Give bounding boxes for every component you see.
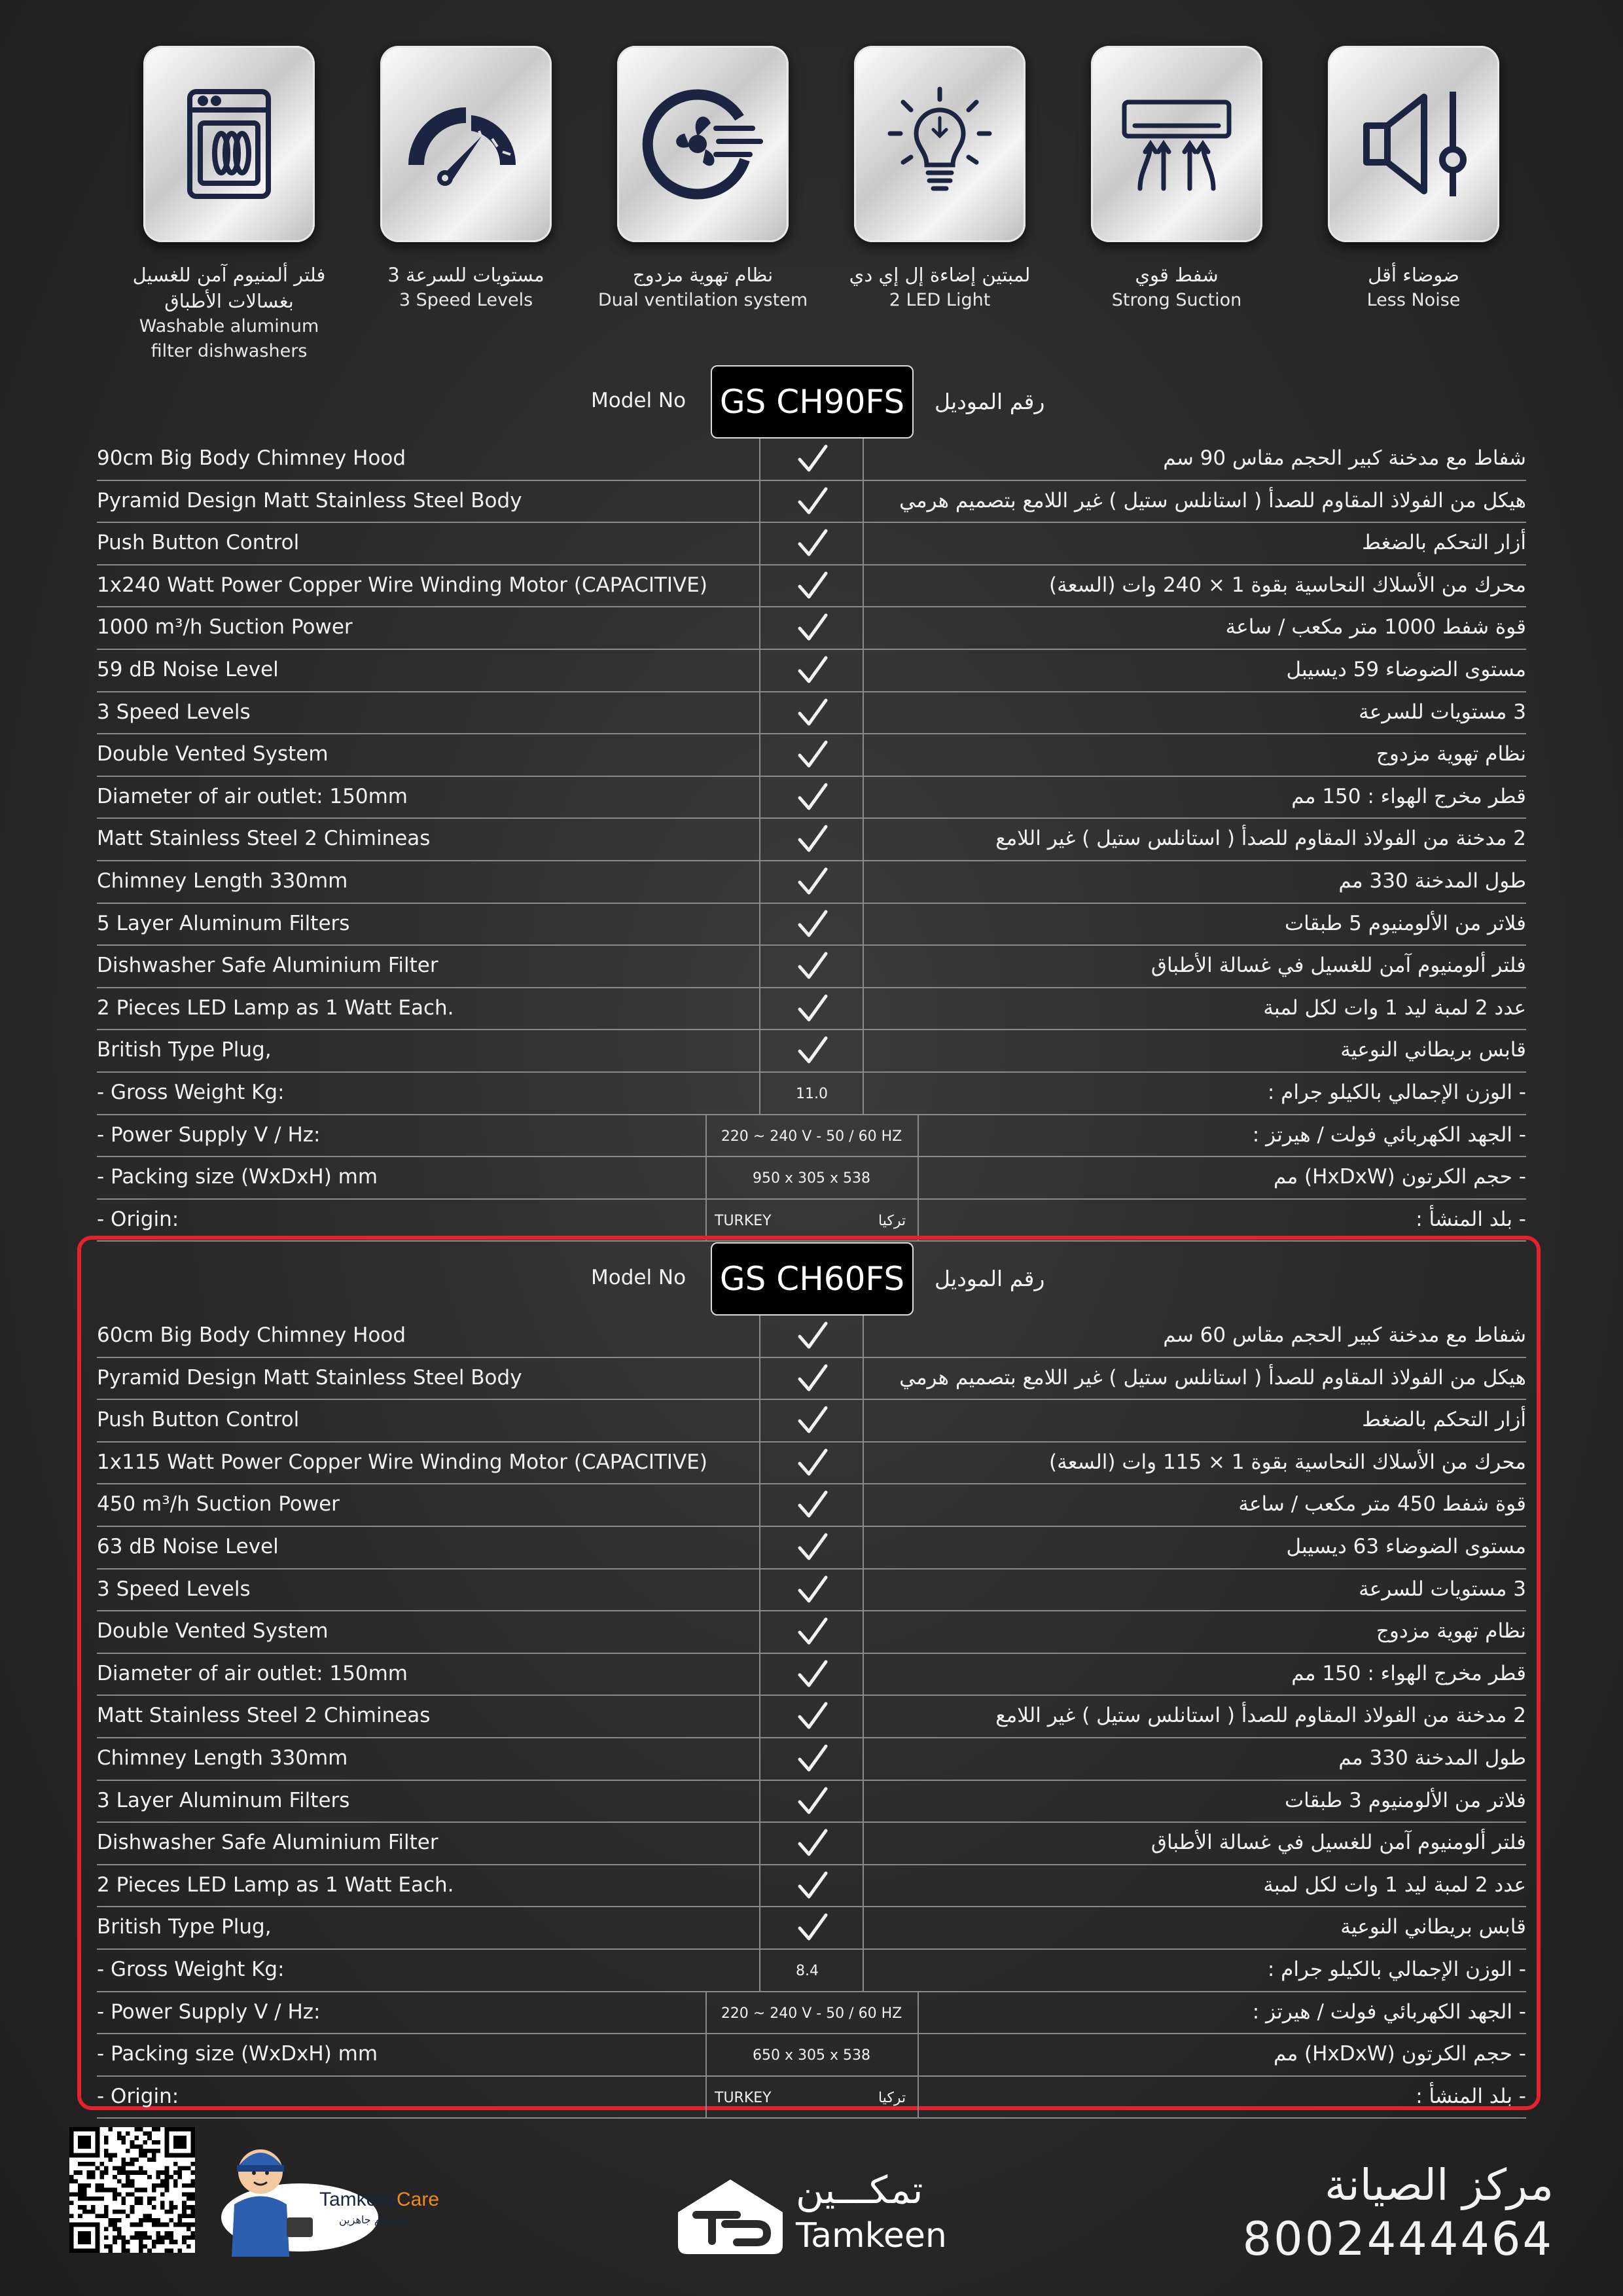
spec-label-en: Double Vented System <box>97 742 329 766</box>
spec-label-ar: محرك من الأسلاك النحاسية بقوة 1 × 240 وات (السعة) <box>1049 573 1526 597</box>
speaker-volume-icon <box>1348 79 1479 209</box>
spec-row <box>97 988 1526 1031</box>
spec-label-ar: - الجهد الكهربائي فولت / هيرتز : <box>1252 1122 1526 1147</box>
spec-row <box>97 523 1526 565</box>
feature-label-ar: لمبتين إضاءة إل إي دي <box>849 264 1031 286</box>
spec-label-en: 2 Pieces LED Lamp as 1 Watt Each. <box>97 996 454 1020</box>
feature-label-en: Strong Suction <box>1111 290 1242 310</box>
tamkeen-logo <box>665 2168 966 2265</box>
check-icon <box>796 611 830 644</box>
model-spec-table-gs-ch60fs <box>97 1242 1526 2119</box>
tamkeen-care-logo <box>208 2132 470 2257</box>
spec-label-ar: شفاط مع مدخنة كبير الحجم مقاس 60 سم <box>1163 1323 1526 1347</box>
power-supply-value: 220 ~ 240 V - 50 / 60 HZ <box>721 1128 902 1145</box>
spec-label-ar: طول المدخنة 330 مم <box>1338 1746 1526 1770</box>
spec-label-ar: نظام تهوية مزدوج <box>1376 742 1526 766</box>
spec-row <box>97 481 1526 524</box>
spec-rows <box>97 1316 1526 2119</box>
check-icon <box>796 1615 830 1648</box>
spec-label-ar: - حجم الكرتون (HxDxW) مم <box>1273 1165 1526 1189</box>
power-supply-value: 220 ~ 240 V - 50 / 60 HZ <box>721 2005 902 2022</box>
spec-label-ar: محرك من الأسلاك النحاسية بقوة 1 × 115 وات (السعة) <box>1049 1450 1526 1474</box>
origin-value-ar: تركيا <box>878 2089 906 2106</box>
model-number-badge: GS CH90FS <box>711 365 914 439</box>
spec-label-en: 1x240 Watt Power Copper Wire Winding Motor (CAPACITIVE) <box>97 573 707 597</box>
spec-row-power <box>97 1992 1526 2035</box>
check-icon <box>796 1573 830 1606</box>
spec-label-en: Matt Stainless Steel 2 Chimineas <box>97 827 431 851</box>
spec-row-packing <box>97 2034 1526 2077</box>
light-bulb-icon <box>874 79 1005 209</box>
spec-label-ar: - حجم الكرتون (HxDxW) مم <box>1273 2042 1526 2066</box>
spec-row <box>97 1654 1526 1696</box>
spec-label-en: 450 m³/h Suction Power <box>97 1492 340 1516</box>
check-icon <box>796 1531 830 1564</box>
speedometer-icon <box>401 79 531 209</box>
feature-label-en: 3 Speed Levels <box>399 290 533 310</box>
spec-label-ar: أزار التحكم بالضغط <box>1362 1408 1526 1432</box>
spec-label-en: 3 Speed Levels <box>97 700 251 724</box>
spec-label-en: British Type Plug, <box>97 1038 272 1062</box>
spec-row <box>97 1823 1526 1865</box>
spec-label-en: British Type Plug, <box>97 1915 272 1939</box>
origin-value-en: TURKEY <box>715 1212 772 1229</box>
spec-label-en: - Power Supply V / Hz: <box>97 1122 321 1147</box>
spec-label-ar: هيكل من الفولاذ المقاوم للصدأ ( استانلس ستيل ) غير اللامع بتصميم هرمي <box>899 488 1526 512</box>
spec-label-ar: فلاتر من الألومنيوم 3 طبقات <box>1284 1788 1526 1812</box>
check-icon <box>796 1488 830 1521</box>
check-icon <box>796 1446 830 1479</box>
brand-name-ar: تمكـــين <box>796 2168 923 2212</box>
model-header <box>97 1242 1526 1316</box>
spec-row-power <box>97 1115 1526 1158</box>
care-brand-accent: Care <box>397 2189 440 2210</box>
check-icon <box>796 527 830 560</box>
spec-row <box>97 650 1526 692</box>
spec-label-ar: - الجهد الكهربائي فولت / هيرتز : <box>1252 2000 1526 2024</box>
spec-label-ar: نظام تهوية مزدوج <box>1376 1619 1526 1643</box>
spec-rows <box>97 439 1526 1242</box>
spec-row <box>97 1570 1526 1612</box>
feature-ventilation <box>592 46 814 313</box>
feature-label-en: Dual ventilation system <box>597 290 808 310</box>
dishwasher-filter-icon <box>164 79 294 209</box>
model-no-label-en: Model No <box>591 389 687 412</box>
spec-label-en: - Packing size (WxDxH) mm <box>97 2042 378 2066</box>
spec-label-ar: فلتر ألومنيوم آمن للغسيل في غسالة الأطباق <box>1150 954 1526 978</box>
spec-label-en: 1x115 Watt Power Copper Wire Winding Motor (CAPACITIVE) <box>97 1450 707 1474</box>
spec-row <box>97 1781 1526 1823</box>
model-spec-table-gs-ch90fs <box>97 365 1526 1242</box>
gross-weight-value: 8.4 <box>796 1962 819 1979</box>
feature-label-ar: ضوضاء أقل <box>1368 264 1459 286</box>
check-icon <box>796 738 830 771</box>
spec-label-ar: قابس بريطاني النوعية <box>1340 1915 1526 1939</box>
spec-row-weight <box>97 1950 1526 1992</box>
check-icon <box>796 1404 830 1437</box>
spec-label-ar: قطر مخرج الهواء : 150 مم <box>1291 784 1526 808</box>
check-icon <box>796 1319 830 1352</box>
check-icon <box>796 1742 830 1775</box>
spec-row <box>97 1358 1526 1401</box>
spec-row-origin <box>97 2077 1526 2119</box>
check-icon <box>796 654 830 687</box>
spec-label-en: Dishwasher Safe Aluminium Filter <box>97 1831 438 1855</box>
spec-row <box>97 1316 1526 1358</box>
feature-tile <box>1328 46 1499 242</box>
model-header <box>97 365 1526 439</box>
check-icon <box>796 1911 830 1944</box>
spec-label-en: Double Vented System <box>97 1619 329 1643</box>
feature-tile <box>617 46 789 242</box>
feature-tile <box>143 46 315 242</box>
packing-size-value: 950 x 305 x 538 <box>753 1170 870 1187</box>
spec-label-en: Chimney Length 330mm <box>97 869 348 893</box>
spec-label-ar: عدد 2 لمبة ليد 1 وات لكل لمبة <box>1263 1873 1526 1897</box>
check-icon <box>796 865 830 898</box>
check-icon <box>796 950 830 982</box>
feature-label-en: Less Noise <box>1366 290 1461 310</box>
origin-value-ar: تركيا <box>878 1212 906 1229</box>
spec-label-en: - Gross Weight Kg: <box>97 1957 285 1981</box>
check-icon <box>796 442 830 475</box>
spec-label-ar: هيكل من الفولاذ المقاوم للصدأ ( استانلس ستيل ) غير اللامع بتصميم هرمي <box>899 1365 1526 1390</box>
check-icon <box>796 1700 830 1732</box>
spec-label-en: 5 Layer Aluminum Filters <box>97 911 350 935</box>
spec-row <box>97 1696 1526 1738</box>
feature-tile <box>854 46 1026 242</box>
feature-label-en: Washable aluminum filter dishwashers <box>139 316 319 361</box>
service-center-label: مركز الصيانة <box>1324 2160 1554 2210</box>
service-phone-number[interactable]: 8002444464 <box>1242 2212 1554 2266</box>
spec-label-en: - Packing size (WxDxH) mm <box>97 1165 378 1189</box>
spec-label-ar: فلتر ألومنيوم آمن للغسيل في غسالة الأطباق <box>1150 1831 1526 1855</box>
spec-row-weight <box>97 1073 1526 1115</box>
spec-label-ar: قطر مخرج الهواء : 150 مم <box>1291 1661 1526 1685</box>
spec-label-en: Diameter of air outlet: 150mm <box>97 784 408 808</box>
spec-label-ar: - الوزن الإجمالي بالكيلو جرام : <box>1267 1080 1526 1104</box>
feature-speed <box>355 46 577 313</box>
spec-label-ar: مستوى الضوضاء 59 ديسيبل <box>1286 657 1526 681</box>
spec-label-en: - Power Supply V / Hz: <box>97 2000 321 2024</box>
spec-label-en: 3 Speed Levels <box>97 1577 251 1601</box>
check-icon <box>796 992 830 1025</box>
qr-code[interactable] <box>69 2127 195 2253</box>
feature-noise <box>1302 46 1525 313</box>
check-icon <box>796 1034 830 1067</box>
spec-row <box>97 1443 1526 1485</box>
feature-tile <box>380 46 552 242</box>
spec-label-en: - Origin: <box>97 1207 179 1231</box>
spec-row <box>97 734 1526 777</box>
brand-name-en: Tamkeen <box>796 2216 947 2255</box>
spec-label-ar: فلاتر من الألومنيوم 5 طبقات <box>1284 911 1526 935</box>
spec-row <box>97 946 1526 988</box>
origin-value-en: TURKEY <box>715 2089 772 2106</box>
spec-label-ar: - الوزن الإجمالي بالكيلو جرام : <box>1267 1957 1526 1981</box>
tamkeen-house-icon <box>665 2173 796 2258</box>
spec-row-packing <box>97 1157 1526 1200</box>
model-no-label-ar: رقم الموديل <box>935 389 1045 414</box>
spec-label-ar: 2 مدخنة من الفولاذ المقاوم للصدأ ( استانلس ستيل ) غير اللامع <box>995 827 1526 851</box>
check-icon <box>796 485 830 518</box>
check-icon <box>796 1869 830 1902</box>
care-brand-text: Tamkeen <box>319 2189 399 2210</box>
check-icon <box>796 569 830 602</box>
feature-label-ar: 3 مستويات للسرعة <box>387 264 544 286</box>
spec-label-en: Pyramid Design Matt Stainless Steel Body <box>97 488 522 512</box>
spec-label-ar: قوة شفط 450 متر مكعب / ساعة <box>1238 1492 1526 1516</box>
spec-label-ar: طول المدخنة 330 مم <box>1338 869 1526 893</box>
spec-label-ar: 3 مستويات للسرعة <box>1359 700 1526 724</box>
spec-label-en: 59 dB Noise Level <box>97 657 279 681</box>
feature-led <box>829 46 1051 313</box>
model-no-label-ar: رقم الموديل <box>935 1266 1045 1291</box>
feature-label-en: 2 LED Light <box>889 290 991 310</box>
spec-row <box>97 861 1526 904</box>
spec-label-en: - Origin: <box>97 2084 179 2108</box>
spec-label-ar: 2 مدخنة من الفولاذ المقاوم للصدأ ( استانلس ستيل ) غير اللامع <box>995 1704 1526 1728</box>
spec-row <box>97 904 1526 946</box>
feature-label-ar: شفط قوي <box>1135 264 1219 286</box>
spec-label-en: - Gross Weight Kg: <box>97 1080 285 1104</box>
spec-row <box>97 1611 1526 1654</box>
feature-tile <box>1091 46 1262 242</box>
check-icon <box>796 696 830 729</box>
spec-label-en: 3 Layer Aluminum Filters <box>97 1788 350 1812</box>
spec-label-en: Dishwasher Safe Aluminium Filter <box>97 954 438 978</box>
spec-row <box>97 692 1526 735</box>
check-icon <box>796 1658 830 1691</box>
care-tagline: نخدمكم جاهزين <box>339 2214 408 2226</box>
spec-label-en: 60cm Big Body Chimney Hood <box>97 1323 406 1347</box>
packing-size-value: 650 x 305 x 538 <box>753 2047 870 2064</box>
check-icon <box>796 908 830 941</box>
spec-row <box>97 1484 1526 1527</box>
spec-row <box>97 439 1526 481</box>
spec-row <box>97 1865 1526 1908</box>
spec-label-ar: 3 مستويات للسرعة <box>1359 1577 1526 1601</box>
check-icon <box>796 781 830 814</box>
spec-label-ar: قابس بريطاني النوعية <box>1340 1038 1526 1062</box>
spec-label-en: 1000 m³/h Suction Power <box>97 615 353 639</box>
spec-label-en: Push Button Control <box>97 531 300 555</box>
spec-label-ar: - بلد المنشأ : <box>1416 2084 1526 2108</box>
suction-icon <box>1111 79 1242 209</box>
spec-label-ar: - بلد المنشأ : <box>1416 1207 1526 1231</box>
spec-label-en: 90cm Big Body Chimney Hood <box>97 446 406 470</box>
spec-label-ar: عدد 2 لمبة ليد 1 وات لكل لمبة <box>1263 996 1526 1020</box>
check-icon <box>796 1785 830 1818</box>
gross-weight-value: 11.0 <box>796 1085 828 1102</box>
spec-label-en: Pyramid Design Matt Stainless Steel Body <box>97 1365 522 1390</box>
spec-label-en: 63 dB Noise Level <box>97 1534 279 1558</box>
feature-suction <box>1065 46 1288 313</box>
feature-icons-row <box>118 46 1518 373</box>
spec-label-ar: قوة شفط 1000 متر مكعب / ساعة <box>1225 615 1526 639</box>
spec-label-en: Push Button Control <box>97 1408 300 1432</box>
spec-label-en: 2 Pieces LED Lamp as 1 Watt Each. <box>97 1873 454 1897</box>
feature-label-ar: نظام تهوية مزدوج <box>632 264 774 286</box>
check-icon <box>796 823 830 855</box>
model-no-label-en: Model No <box>591 1266 687 1289</box>
spec-row <box>97 1738 1526 1781</box>
spec-label-en: Matt Stainless Steel 2 Chimineas <box>97 1704 431 1728</box>
spec-row <box>97 777 1526 819</box>
spec-row <box>97 607 1526 650</box>
feature-dishwasher <box>118 46 340 364</box>
spec-label-ar: أزار التحكم بالضغط <box>1362 531 1526 555</box>
spec-label-en: Diameter of air outlet: 150mm <box>97 1661 408 1685</box>
spec-label-en: Chimney Length 330mm <box>97 1746 348 1770</box>
spec-row <box>97 565 1526 608</box>
spec-label-ar: شفاط مع مدخنة كبير الحجم مقاس 90 سم <box>1163 446 1526 470</box>
check-icon <box>796 1827 830 1859</box>
check-icon <box>796 1362 830 1395</box>
spec-row <box>97 819 1526 861</box>
feature-label-ar: فلتر ألمنيوم آمن للغسيل بغسالات الأطباق <box>132 264 326 312</box>
spec-row <box>97 1400 1526 1443</box>
spec-row <box>97 1527 1526 1570</box>
fan-ventilation-icon <box>637 79 768 209</box>
spec-label-ar: مستوى الضوضاء 63 ديسيبل <box>1286 1534 1526 1558</box>
model-number-badge: GS CH60FS <box>711 1242 914 1316</box>
spec-row <box>97 1030 1526 1073</box>
spec-row <box>97 1907 1526 1950</box>
